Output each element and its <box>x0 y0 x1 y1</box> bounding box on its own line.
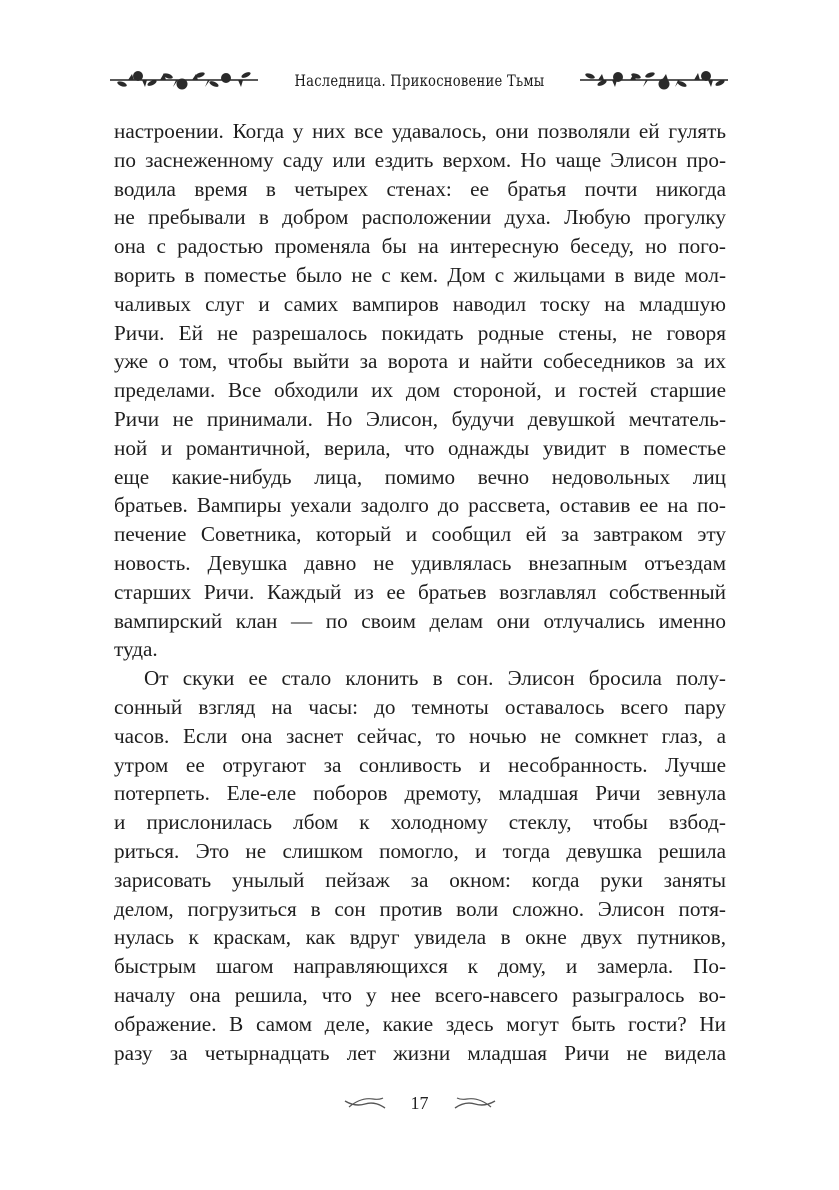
text-line: ображение. В самом деле, какие здесь могут быть гости? Ни <box>114 1011 726 1036</box>
text-line: пределами. Все обходили их дом стороной, и гостей старшие <box>114 378 726 403</box>
text-line: еще какие-нибудь лица, помимо вечно недовольных лиц <box>114 464 726 489</box>
text-line: разу за четырнадцать лет жизни младшая Ричи не видела <box>114 1040 726 1065</box>
text-line: вампирский клан — по своим делам они отлучались именно <box>114 608 726 633</box>
text-line: печение Советника, который и сообщил ей за завтраком эту <box>114 522 726 547</box>
text-line: туда. <box>114 637 158 662</box>
text-line: старших Ричи. Каждый из ее братьев возглавлял собственный <box>114 579 726 604</box>
thorn-swirl-icon <box>453 1095 497 1111</box>
page-number: 17 <box>410 1092 429 1113</box>
text-line: Ричи не принимали. Но Элисон, будучи девушкой мечтатель- <box>114 406 726 431</box>
text-line: настроении. Когда у них все удавалось, они позволяли ей гулять <box>114 119 726 143</box>
text-line: нулась к краскам, как вдруг увидела в окне двух путников, <box>114 925 726 950</box>
page-footer <box>0 1088 839 1118</box>
text-line: делом, погрузиться в сон против воли сложно. Элисон потя- <box>114 896 726 921</box>
text-line: она с радостью променяла бы на интересную беседу, но пого- <box>114 234 726 259</box>
text-line: ворить в поместье было не с кем. Дом с жильцами в виде мол- <box>114 262 726 287</box>
text-line: риться. Это не слишком помогло, и тогда девушка решила <box>114 838 726 863</box>
text-line: чаливых слуг и самих вампиров наводил тоску на младшую <box>114 291 726 316</box>
body-text <box>114 117 726 1067</box>
text-line: началу она решила, что у нее всего-навсего разыгралось во- <box>114 982 726 1007</box>
text-line: уже о том, чтобы выйти за ворота и найти собеседников за их <box>114 349 726 374</box>
text-line: и прислонилась лбом к холодному стеклу, чтобы взбод- <box>114 810 726 835</box>
thorn-swirl-icon <box>343 1095 387 1111</box>
text-line: братьев. Вампиры уехали задолго до рассвета, оставив ее на по- <box>114 493 726 518</box>
text-line: зарисовать унылый пейзаж за окном: когда руки заняты <box>114 867 726 892</box>
text-line: по заснеженному саду или ездить верхом. Но чаще Элисон про- <box>114 147 726 172</box>
paragraph <box>114 117 726 664</box>
thorny-rose-vine-icon <box>108 65 260 95</box>
text-line: ной и романтичной, верила, что однажды увидит в поместье <box>114 435 726 460</box>
thorny-rose-vine-icon <box>578 65 730 95</box>
paragraph <box>114 664 726 1067</box>
text-line: сонный взгляд на часы: до темноты оставалось всего пару <box>114 694 726 719</box>
text-line: утром ее отругают за сонливость и несобранность. Лучше <box>114 752 726 777</box>
text-line: быстрым шагом направляющихся к дому, и замерла. По- <box>114 954 726 979</box>
running-title: Наследница. Прикосновение Тьмы <box>293 70 545 90</box>
running-header <box>108 62 730 98</box>
text-line: водила время в четырех стенах: ее братья почти никогда <box>114 176 726 201</box>
text-line: Ричи. Ей не разрешалось покидать родные стены, не говоря <box>114 320 726 345</box>
text-line: новость. Девушка давно не удивлялась внезапным отъездам <box>114 550 726 575</box>
text-line: От скуки ее стало клонить в сон. Элисон бросила полу- <box>144 666 726 691</box>
text-line: не пребывали в добром расположении духа. Любую прогулку <box>114 205 726 230</box>
text-line: часов. Если она заснет сейчас, то ночью не сомкнет глаз, а <box>114 723 726 748</box>
text-line: потерпеть. Еле-еле поборов дремоту, младшая Ричи зевнула <box>114 781 726 806</box>
